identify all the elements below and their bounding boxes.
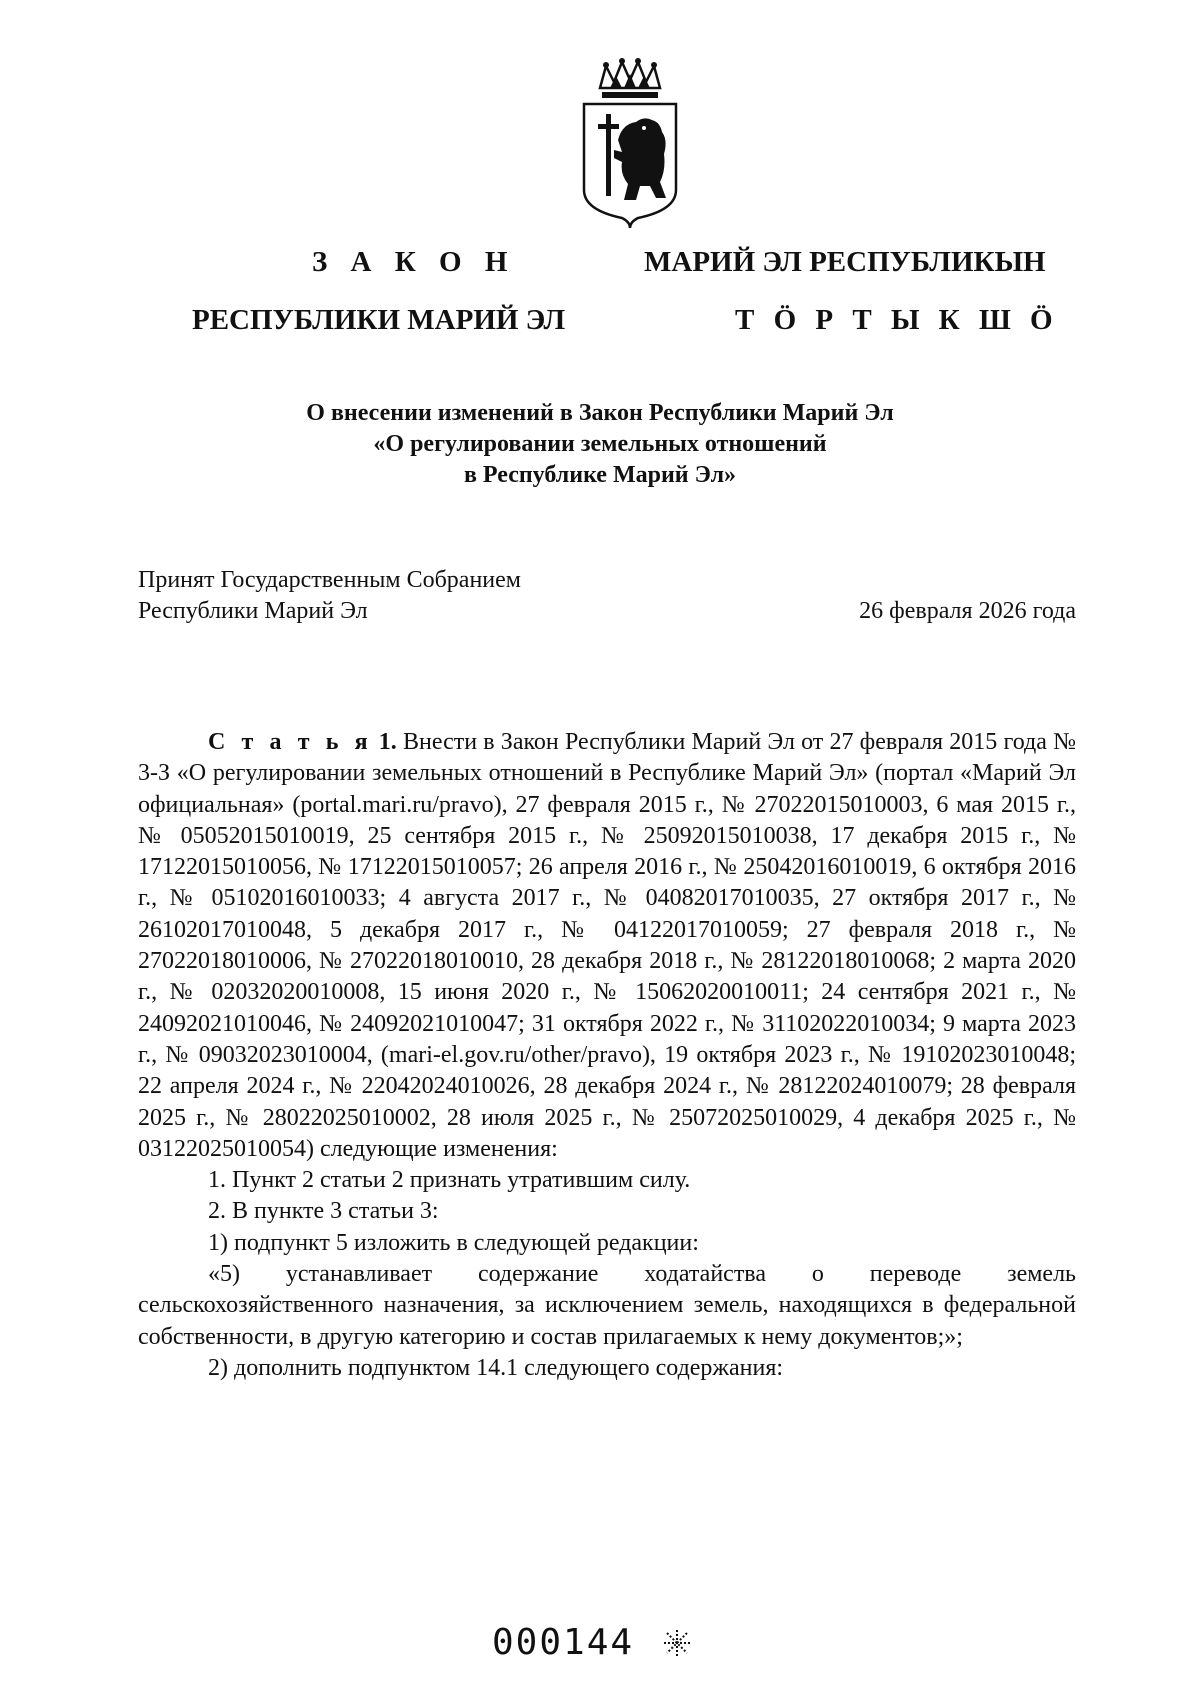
header-republic-ru: РЕСПУБЛИКИ МАРИЙ ЭЛ (192, 304, 566, 336)
article-item: 1. Пункт 2 статьи 2 признать утратившим силу. (208, 1167, 691, 1194)
article-1-intro (138, 727, 1076, 1165)
article-item: 2. В пункте 3 статьи 3: (208, 1198, 439, 1225)
article-item: 2) дополнить подпунктом 14.1 следующего содержания: (208, 1354, 784, 1381)
adoption-line-1: Принят Государственным Собранием (138, 567, 521, 593)
adoption-line-2: Республики Марий Эл (138, 598, 368, 624)
document-title (150, 398, 1050, 491)
coat-of-arms-icon (578, 58, 682, 230)
article-label: С т а т ь я (208, 729, 373, 755)
article-number: 1. (378, 729, 397, 755)
title-line-3: в Республике Марий Эл» (463, 462, 737, 488)
header-law-title-ru: З А К О Н (312, 246, 516, 278)
article-item: 1) подпункт 5 изложить в следующей редакции: (208, 1229, 699, 1256)
article-item: «5) устанавливает содержание ходатайства о переводе земель сельскохозяйственного назначения, за исключением земель, находящихся в федеральной собственности, в другую категорию и состав прилагаемых к нему документов;»; (138, 1261, 1076, 1350)
header-republic-mari: МАРИЙ ЭЛ РЕСПУБЛИКЫН (644, 246, 1046, 278)
adoption-date: 26 февраля 2026 года (859, 598, 1076, 624)
adoption-statement (138, 565, 521, 627)
article-1 (138, 727, 1076, 1384)
page-serial-number: 000144 (492, 1622, 635, 1663)
title-line-2: «О регулировании земельных отношений (373, 431, 827, 457)
title-line-1: О внесении изменений в Закон Республики Марий Эл (306, 400, 894, 426)
asterisk-mark-icon (662, 1628, 692, 1658)
header-law-title-mari: Т Ӧ Р Т Ы К Ш Ӧ (735, 304, 1059, 336)
article-1-text: Внести в Закон Республики Марий Эл от 27 февраля 2015 года № 3-З «О регулировании земельных отношений в Республике Марий Эл» (портал «Марий Эл официальная» (portal.mari.ru/pravo), 27 февраля 2015 г., № 27022015010003, 6 мая 2015 г., № 05052015010019, 25 сентября 2015 г., № 25092015010038, 17 декабря 2015 г., № 17122015010056, № 17122015010057; 26 апреля 2016 г., № 25042016010019, 6 октября 2016 г., № 05102016010033; 4 августа 2017 г., № 04082017010035, 27 октября 2017 г., № 26102017010048, 5 декабря 2017 г., № 04122017010059; 27 февраля 2018 г., № 27022018010006, № 27022018010010, 28 декабря 2018 г., № 28122018010068; 2 марта 2020 г., № 02032020010008, 15 июня 2020 г., № 15062020010011; 24 сентября 2021 г., № 24092021010046, № 24092021010047; 31 октября 2022 г., № 31102022010034; 9 марта 2023 г., № 09032023010004, (mari-el.gov.ru/other/pravo), 19 октября 2023 г., № 19102023010048; 22 апреля 2024 г., № 22042024010026, 28 декабря 2024 г., № 28122024010079; 28 февраля 2025 г., № 28022025010002, 28 июля 2025 г., № 25072025010029, 4 декабря 2025 г., № 03122025010054) следующие изменения: (138, 729, 1077, 1162)
